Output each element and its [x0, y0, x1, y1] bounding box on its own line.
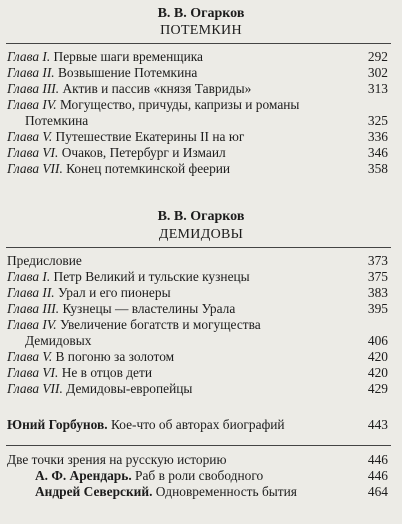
entry-title: Раб в роли свободного — [131, 468, 264, 483]
section2-title: ДЕМИДОВЫ — [158, 227, 244, 242]
entry-title: Актив и пассив «князя Тавриды» — [59, 81, 252, 96]
entry-title: Могущество, причуды, капризы и романы — [56, 97, 300, 112]
entry-title: Первые шаги временщика — [50, 49, 203, 64]
section1-author: В. В. Огарков — [157, 6, 245, 21]
entry-title: Две точки зрения на русскую историю — [7, 452, 227, 467]
entry-title: Демидовы-европейцы — [62, 381, 193, 396]
page-number: 292 — [367, 49, 388, 64]
section1-title: ПОТЕМКИН — [160, 23, 242, 38]
chapter-label: Глава I. — [7, 269, 51, 284]
entry-title: Одновременность бытия — [152, 484, 297, 499]
page-number: 420 — [367, 349, 388, 364]
entry-title: Очаков, Петербург и Измаил — [58, 145, 226, 160]
chapter-label: Глава V. — [7, 349, 53, 364]
page-number: 336 — [367, 129, 388, 144]
page-number: 313 — [367, 81, 388, 96]
chapter-label: Глава I. — [7, 49, 51, 64]
entry-title: В погоню за золотом — [52, 349, 175, 364]
chapter-label: Глава VII. — [7, 381, 63, 396]
page-number: 443 — [367, 417, 388, 432]
page-number: 383 — [367, 285, 388, 300]
page-number: 302 — [367, 65, 388, 80]
entry-title: Конец потемкинской феерии — [62, 161, 231, 176]
chapter-label: Глава IV. — [7, 97, 57, 112]
page-number: 464 — [367, 484, 388, 499]
page-number: 406 — [367, 333, 388, 348]
chapter-label: Глава IV. — [7, 317, 57, 332]
section1-divider — [6, 43, 391, 44]
entry-title: Демидовых — [25, 333, 92, 348]
page-number: 346 — [367, 145, 388, 160]
chapter-label: Глава VII. — [7, 161, 63, 176]
section2-divider — [6, 247, 391, 248]
page-number: 395 — [367, 301, 388, 316]
entry-title: Не в отцов дети — [58, 365, 153, 380]
page-number: 420 — [367, 365, 388, 380]
chapter-label: Глава II. — [7, 65, 55, 80]
entry-title: Предисловие — [7, 253, 82, 268]
entry-title: Путешествие Екатерины II на юг — [52, 129, 245, 144]
page-number: 325 — [367, 113, 388, 128]
chapter-label: Глава VI. — [7, 145, 59, 160]
chapter-label: Глава II. — [7, 285, 55, 300]
section2-author: В. В. Огарков — [157, 209, 245, 224]
chapter-label: Глава V. — [7, 129, 53, 144]
entry-title: Увеличение богатств и могущества — [56, 317, 261, 332]
chapter-label: Глава III. — [7, 81, 60, 96]
entry-author: Андрей Северский. — [35, 484, 153, 499]
page-number: 446 — [367, 468, 388, 483]
page-number: 373 — [367, 253, 388, 268]
entry-author: А. Ф. Арендарь. — [35, 468, 132, 483]
page-number: 429 — [367, 381, 388, 396]
bottom-divider — [6, 445, 391, 446]
entry-title: Кое-что об авторах биографий — [107, 417, 285, 432]
page-number: 358 — [367, 161, 388, 176]
entry-title: Петр Великий и тульские кузнецы — [50, 269, 250, 284]
entry-title: Урал и его пионеры — [54, 285, 171, 300]
entry-title: Возвышение Потемкина — [54, 65, 198, 80]
chapter-label: Глава III. — [7, 301, 60, 316]
page-number: 375 — [367, 269, 388, 284]
entry-title: Кузнецы — властелины Урала — [59, 301, 236, 316]
chapter-label: Глава VI. — [7, 365, 59, 380]
page-number: 446 — [367, 452, 388, 467]
entry-author: Юний Горбунов. — [7, 417, 108, 432]
entry-title: Потемкина — [25, 113, 89, 128]
